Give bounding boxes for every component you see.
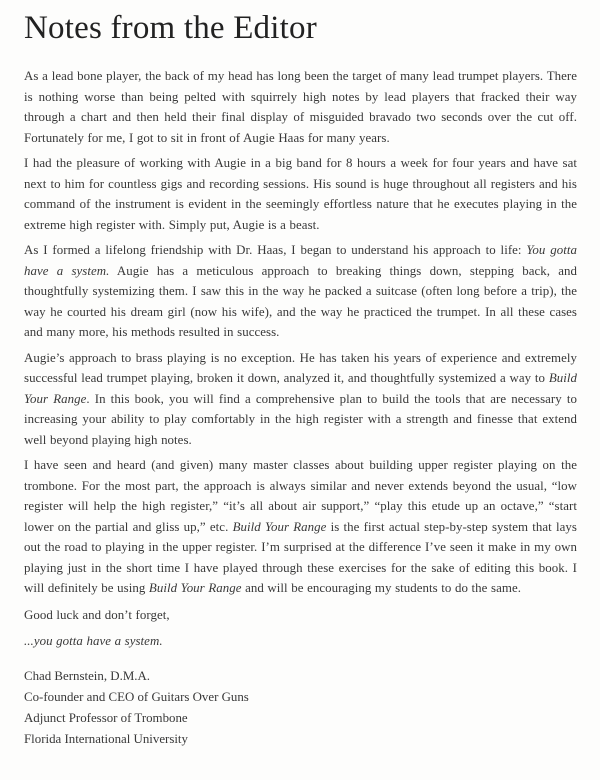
editor-note-body <box>24 66 577 652</box>
text-run: Augie’s approach to brass playing is no exception. He has taken his years of experience and extremely successful lead trumpet playing, broken it down, analyzed it, and thoughtfully systemized a way to <box>24 350 577 386</box>
text-run-italic: Build Your Range <box>24 371 577 406</box>
paragraph-3 <box>24 240 577 343</box>
paragraph-2 <box>24 153 577 235</box>
signature-role-1: Co-founder and CEO of Guitars Over Guns <box>24 689 249 704</box>
signature-name: Chad Bernstein, D.M.A. <box>24 668 151 683</box>
text-run-italic: Build Your Range <box>232 519 327 534</box>
text-run: is the first actual step-by-step system that lays out the road to playing in the upper register. I’m surprised at the difference I’ve seen it make in my own playing just in the short time I have played through these exercises for the sake of editing this book. I will definitely be using <box>24 519 577 596</box>
paragraph-4 <box>24 348 577 451</box>
text-run: I had the pleasure of working with Augie in a big band for 8 hours a week for four years and have sat next to him for countless gigs and recording sessions. His sound is huge throughout all registers and his command of the instrument is evident in the seemingly effortless nature that he executes playing in the extreme high register with. Simply put, Augie is a beast. <box>24 156 577 232</box>
signature-institution: Florida International University <box>24 731 188 746</box>
text-run: As I formed a lifelong friendship with Dr. Haas, I began to understand his approach to life: <box>24 243 527 258</box>
text-run: . In this book, you will find a comprehensive plan to build the tools that are necessary to increasing your ability to play comfortably in the high register with a strength and finesse that extend well beyond playing high notes. <box>24 391 577 447</box>
paragraph-5 <box>24 455 577 599</box>
signature-role-2: Adjunct Professor of Trombone <box>24 710 188 725</box>
closing-line: Good luck and don’t forget, <box>24 607 170 622</box>
tagline: ...you gotta have a system. <box>24 634 163 649</box>
paragraph-1 <box>24 66 577 148</box>
text-run-italic: Build Your Range <box>148 581 242 596</box>
signature-block <box>24 666 577 750</box>
text-run: and will be encouraging my students to do the same. <box>241 581 521 596</box>
text-run: As a lead bone player, the back of my head has long been the target of many lead trumpet players. There is nothing worse than being pelted with squirrely high notes by lead players that fracked their way through a chart and then held their final display of misguided bravado two seconds over the cut off. Fortunately for me, I got to sit in front of Augie Haas for many years. <box>24 69 577 145</box>
text-run-italic: You gotta have a system. <box>24 243 577 278</box>
page-title: Notes from the Editor <box>24 10 317 46</box>
text-run: I have seen and heard (and given) many master classes about building upper register playing on the trombone. For the most part, the approach is always similar and never extends beyond the usual, “low register will help the high register,” “it’s all about air support,” “play this etude up an octave,” “start lower on the partial and gliss up,” etc. <box>24 458 577 534</box>
text-run: Augie has a meticulous approach to breaking things down, stepping back, and thoughtfully systemizing them. I saw this in the way he packed a suitcase (often long before a trip), the way he courted his dream girl (now his wife), and the way he practiced the trumpet. In all these cases and many more, his methods resulted in success. <box>24 263 577 340</box>
